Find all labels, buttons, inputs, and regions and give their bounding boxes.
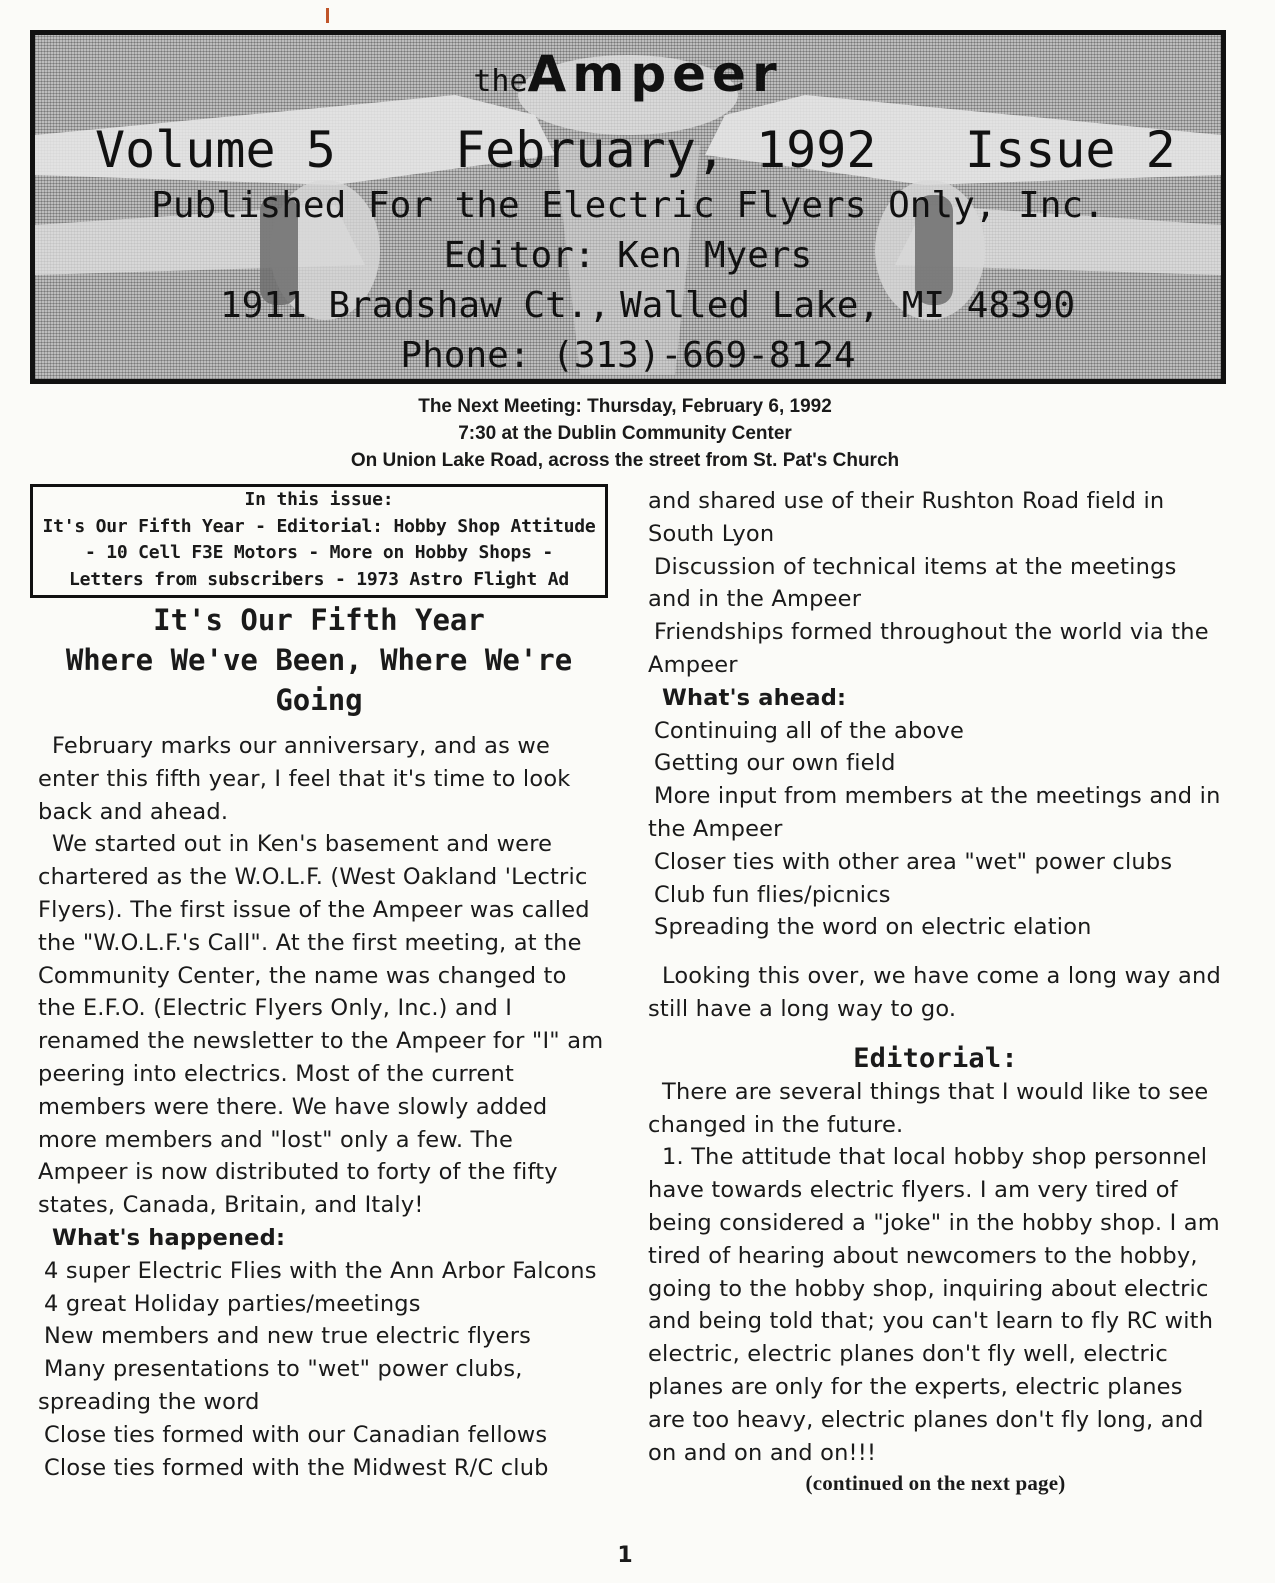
issue-number: Issue 2 [965, 121, 1176, 179]
meeting-directions: On Union Lake Road, across the street from St. Pat's Church [350, 450, 900, 471]
meeting-date: Thursday, February 6, 1992 [587, 396, 832, 417]
in-this-issue-box [30, 484, 608, 598]
newsletter-title [35, 45, 1221, 103]
toc-line: It's Our Fifth Year - Editorial: Hobby Shop Attitude [42, 515, 596, 537]
phone-line: Phone: (313)-669-8124 [400, 335, 856, 376]
right-column [648, 485, 1223, 1497]
meeting-line-1 [0, 393, 1250, 420]
list-item: Spreading the word on electric elation [654, 914, 1092, 941]
article-title: It's Our Fifth Year [153, 603, 485, 637]
list-item: More input from members at the meetings and in the Ampeer [648, 783, 1221, 842]
list-item: Closer ties with other area "wet" power clubs [654, 848, 1173, 875]
list-item-continued: and shared use of their Rushton Road field in South Lyon [648, 488, 1165, 547]
list-item: Friendships formed throughout the world via the Ampeer [648, 619, 1209, 678]
list-item: Getting our own field [654, 750, 896, 777]
spacer [648, 944, 1223, 960]
list-item: New members and new true electric flyers [44, 1323, 532, 1350]
list-item: 4 super Electric Flies with the Ann Arbor Falcons [44, 1257, 597, 1284]
spacer [648, 1026, 1223, 1042]
page-number: 1 [617, 1543, 633, 1568]
title-the: the [473, 64, 528, 99]
list-item: Discussion of technical items at the meetings and in the Ampeer [648, 553, 1177, 613]
meeting-label: The Next Meeting: [418, 396, 582, 417]
article-paragraph: February marks our anniversary, and as we enter this fifth year, I feel that it's time to look back and ahead. [38, 733, 571, 825]
volume: Volume 5 [95, 121, 336, 179]
list-item: 4 great Holiday parties/meetings [44, 1290, 421, 1317]
editor-line: Editor: Ken Myers [443, 235, 813, 276]
editorial-paragraph: 1. The attitude that local hobby shop personnel have towards electric flyers. I am very tired of being considered a "joke" in the hobby shop. I am tired of hearing about newcomers to the hobby, going to the hobby shop, inquiring about electric and being told that; you can't learn to fly RC with electric, electric planes don't fly well, electric planes are only for the experts, electric planes are too heavy, electric planes don't fly long, and on and on and on!!! [648, 1144, 1220, 1466]
article-subtitle: Where We've Been, Where We're Going [65, 643, 573, 717]
next-meeting [0, 393, 1250, 474]
publisher-line: Published For the Electric Flyers Only, Inc. [151, 185, 1105, 226]
continued-note: (continued on the next page) [805, 1471, 1066, 1496]
meeting-time-place: 7:30 at the Dublin Community Center [458, 423, 792, 444]
closing-paragraph: Looking this over, we have come a long way and still have a long way to go. [648, 963, 1221, 1022]
toc-line: Letters from subscribers - 1973 Astro Flight Ad [69, 568, 569, 590]
article-paragraph: We started out in Ken's basement and were chartered as the W.O.L.F. (West Oakland 'Lectric Flyers). The first issue of the Ampeer was called the "W.O.L.F.'s Call". At the first meeting, at the Community Center, the name was changed to the E.F.O. (Electric Flyers Only, Inc.) and I renamed the newsletter to the Ampeer for "I" am peering into electrics. Most of the current members were there. We have slowly added more members and "lost" only a few. The Ampeer is now distributed to forty of the fifty states, Canada, Britain, and Italy! [38, 831, 604, 1219]
list-item: Club fun flies/picnics [654, 881, 891, 908]
list-item: Close ties formed with the Midwest R/C club [44, 1454, 549, 1481]
margin-mark [326, 8, 329, 23]
happened-heading: What's happened: [52, 1224, 286, 1251]
editorial-heading: Editorial: [853, 1042, 1018, 1074]
ahead-heading: What's ahead: [662, 684, 847, 711]
toc-heading: In this issue: [244, 489, 394, 510]
city: Walled Lake, MI 48390 [620, 285, 1076, 326]
list-item: Many presentations to "wet" power clubs, spreading the word [38, 1356, 523, 1415]
masthead [30, 30, 1226, 384]
issue-date: February, 1992 [455, 121, 877, 179]
street: 1911 Bradshaw Ct., [220, 285, 611, 326]
left-column [38, 730, 608, 1484]
toc-line: - 10 Cell F3E Motors - More on Hobby Shops - [84, 542, 554, 563]
list-item: Close ties formed with our Canadian fellows [44, 1421, 548, 1448]
title-ampeer: Ampeer [527, 45, 783, 103]
list-item: Continuing all of the above [654, 717, 965, 744]
editorial-paragraph: There are several things that I would like to see changed in the future. [648, 1078, 1209, 1138]
article-headline [30, 600, 608, 720]
